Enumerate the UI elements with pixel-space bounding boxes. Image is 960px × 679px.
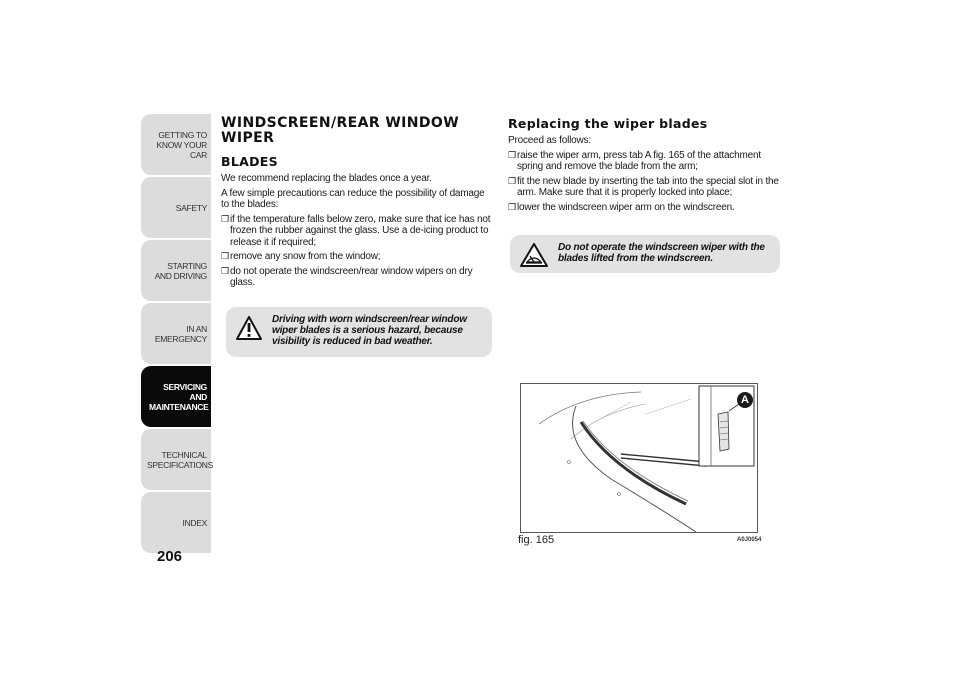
checkbox-bullet-icon: ❒: [508, 149, 516, 160]
checkbox-bullet-icon: ❒: [221, 251, 229, 261]
list-item: [508, 176, 780, 199]
warning-text: Driving with worn windscreen/rear window wiper blades is a serious hazard, because visibility is reduced in bad weather.: [272, 314, 467, 347]
list-item: [221, 214, 493, 249]
warning-triangle-icon: [236, 316, 262, 340]
checkbox-bullet-icon: ❒: [221, 213, 229, 224]
steps-list: [508, 150, 780, 214]
wiper-blade-illustration: [521, 384, 757, 532]
list-item: [508, 202, 780, 214]
intro-text: Proceed as follows:: [508, 135, 591, 146]
callout-a-label: A: [741, 394, 749, 406]
list-item: [221, 251, 493, 263]
list-item: [221, 266, 493, 289]
figure-wiper-blade: [520, 383, 758, 533]
warning-box: [510, 235, 780, 273]
section-subtitle: BLADES: [221, 154, 278, 169]
tab-getting-to-know-your-car[interactable]: [141, 114, 211, 175]
tab-label: SAFETY: [175, 202, 207, 213]
list-item: [508, 150, 780, 173]
checkbox-bullet-icon: ❒: [508, 201, 516, 212]
page-number: 206: [157, 548, 183, 565]
figure-caption: fig. 165: [518, 534, 555, 546]
right-column: [508, 116, 780, 216]
tab-label: GETTING TO KNOW YOUR CAR: [156, 129, 207, 160]
tab-label: STARTING AND DRIVING: [154, 260, 207, 281]
tab-safety[interactable]: [141, 177, 211, 238]
checkbox-bullet-icon: ❒: [508, 175, 516, 186]
left-column: [221, 116, 493, 292]
list-item-text: lower the windscreen wiper arm on the windscreen.: [517, 201, 735, 213]
tab-starting-and-driving[interactable]: [141, 240, 211, 301]
tab-label: INDEX: [182, 517, 207, 528]
warning-text: Do not operate the windscreen wiper with the blades lifted from the windscreen.: [558, 242, 765, 264]
warning-box: [226, 307, 492, 357]
section-title: Replacing the wiper blades: [508, 116, 708, 131]
tab-in-an-emergency[interactable]: [141, 303, 211, 364]
list-item-text: raise the wiper arm, press tab A fig. 165 of the attachment spring and remove the blade from the arm;: [517, 149, 761, 172]
precautions-list: [221, 214, 493, 289]
list-item-text: do not operate the windscreen/rear window wipers on dry glass.: [230, 265, 473, 288]
intro-text: We recommend replacing the blades once a year.: [221, 173, 432, 184]
list-item-text: remove any snow from the window;: [230, 251, 381, 262]
checkbox-bullet-icon: ❒: [221, 265, 229, 276]
figure-code: A0J0054: [737, 537, 762, 543]
section-title: WINDSCREEN/REAR WINDOW WIPER: [221, 115, 460, 146]
tab-label: TECHNICAL SPECIFICATIONS: [147, 449, 214, 470]
tab-label: SERVICING AND MAINTENANCE: [149, 381, 209, 412]
tab-technical-specifications[interactable]: [141, 429, 214, 490]
tab-servicing-and-maintenance[interactable]: [141, 366, 211, 427]
tab-index[interactable]: [141, 492, 211, 553]
list-item-text: if the temperature falls below zero, make sure that ice has not frozen the rubber against the glass. Use a de-icing product to release it if required;: [230, 213, 491, 248]
list-item-text: fit the new blade by inserting the tab into the special slot in the arm. Make sure that it is properly locked into place;: [517, 175, 779, 198]
tab-label: IN AN EMERGENCY: [154, 323, 207, 344]
windscreen-wiper-warning-icon: [520, 243, 548, 267]
intro-text: A few simple precautions can reduce the possibility of damage to the blades:: [221, 187, 485, 210]
